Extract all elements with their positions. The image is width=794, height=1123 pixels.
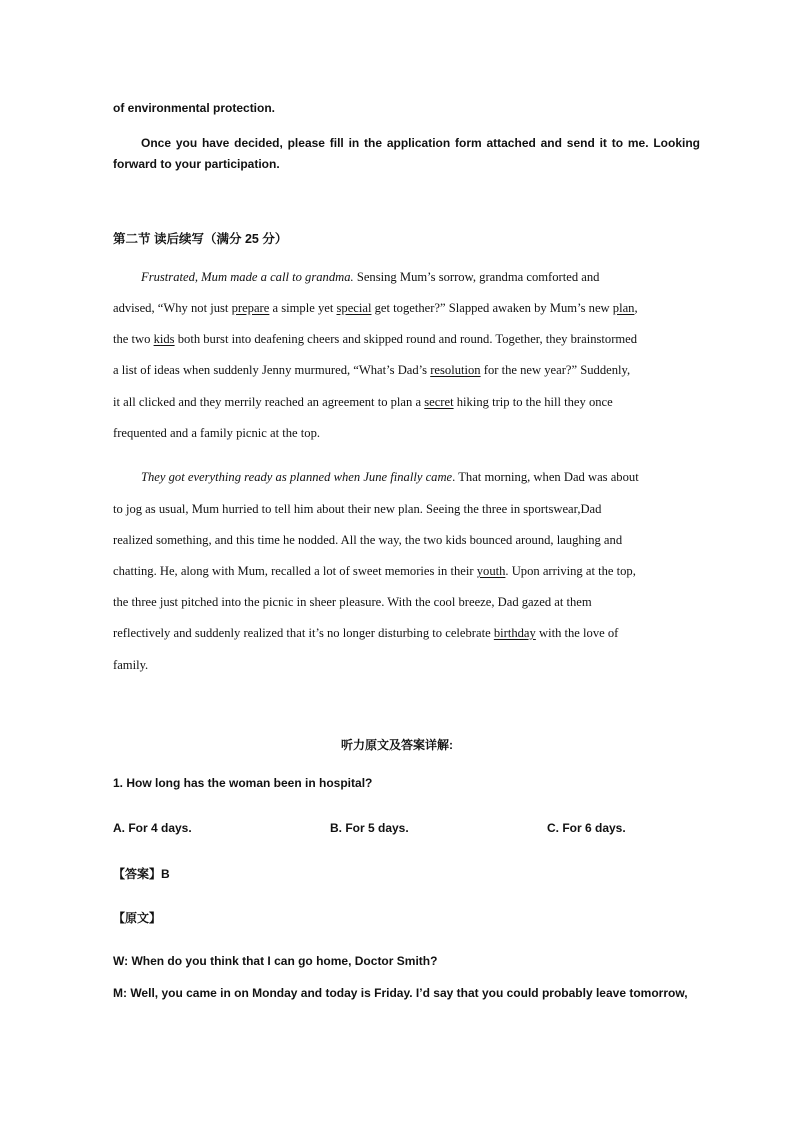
- paragraph-line: frequented and a family picnic at the top.: [113, 426, 321, 440]
- underlined-word: kids: [153, 332, 175, 346]
- paragraph-text: a simple yet: [269, 301, 337, 315]
- underlined-word: prepare: [231, 301, 270, 315]
- underlined-word: birthday: [493, 626, 536, 640]
- transcript-line-man: M: Well, you came in on Monday and today is Friday. I’d say that you could probably leave tomorrow,: [113, 986, 688, 1000]
- listening-title: 听力原文及答案详解:: [341, 738, 453, 752]
- paragraph-text: chatting. He, along with Mum, recalled a lot of sweet memories in their: [113, 564, 477, 578]
- underlined-word: resolution: [430, 363, 481, 377]
- paragraph-line: realized something, and this time he nodded. All the way, the two kids bounced around, laughing and: [113, 533, 623, 547]
- paragraph-text: advised, “Why not just: [113, 301, 232, 315]
- paragraph-text: hiking trip to the hill they once: [453, 395, 613, 409]
- paragraph-line: [141, 270, 599, 285]
- paragraph-text: it all clicked and they merrily reached an agreement to plan a: [113, 395, 425, 409]
- paragraph-text: both burst into deafening cheers and skipped round and round. Together, they brainstormed: [174, 332, 638, 346]
- answer-label: 【答案】B: [113, 867, 170, 881]
- paragraph-line: to jog as usual, Mum hurried to tell him about their new plan. Seeing the three in sportswear,Dad: [113, 502, 602, 516]
- paragraph-line: [141, 470, 639, 485]
- paragraph-text: with the love of: [535, 626, 619, 640]
- section-heading: 第二节 读后续写（满分 25 分）: [113, 232, 288, 246]
- paragraph-line: [113, 564, 636, 579]
- paragraph-text: the two: [113, 332, 154, 346]
- paragraph-line: the three just pitched into the picnic in sheer pleasure. With the cool breeze, Dad gazed at them: [113, 595, 592, 609]
- email-closing-line: of environmental protection.: [113, 101, 276, 115]
- underlined-word: secret: [424, 395, 454, 409]
- paragraph-text: . That morning, when Dad was about: [452, 470, 639, 484]
- email-paragraph-line: Once you have decided, please fill in the application form attached and send it to me. Looking: [141, 136, 700, 150]
- paragraph-text: reflectively and suddenly realized that it’s no longer disturbing to celebrate: [113, 626, 494, 640]
- email-paragraph-line: forward to your participation.: [113, 157, 280, 171]
- paragraph-lead: They got everything ready as planned when June finally came: [141, 470, 453, 484]
- paragraph-text: Sensing Mum’s sorrow, grandma comforted and: [353, 270, 600, 284]
- option-a: A. For 4 days.: [113, 821, 192, 835]
- paragraph-text: get together?” Slapped awaken by Mum’s new: [371, 301, 613, 315]
- paragraph-line: [113, 395, 613, 410]
- transcript-label: 【原文】: [113, 911, 162, 925]
- paragraph-line: [113, 626, 618, 641]
- paragraph-text: a list of ideas when suddenly Jenny murmured, “What’s Dad’s: [113, 363, 431, 377]
- option-c: C. For 6 days.: [547, 821, 626, 835]
- paragraph-text: . Upon arriving at the top,: [505, 564, 636, 578]
- underlined-word: special: [336, 301, 372, 315]
- underlined-word: plan: [612, 301, 635, 315]
- paragraph-text: ,: [634, 301, 638, 315]
- underlined-word: youth: [476, 564, 506, 578]
- paragraph-line: [113, 363, 630, 378]
- paragraph-text: for the new year?” Suddenly,: [480, 363, 631, 377]
- transcript-line-woman: W: When do you think that I can go home, Doctor Smith?: [113, 954, 438, 968]
- option-b: B. For 5 days.: [330, 821, 409, 835]
- question-text: 1. How long has the woman been in hospital?: [113, 776, 373, 790]
- paragraph-line: [113, 301, 638, 316]
- paragraph-line: family.: [113, 658, 149, 672]
- paragraph-line: [113, 332, 637, 347]
- paragraph-lead: Frustrated, Mum made a call to grandma.: [141, 270, 354, 284]
